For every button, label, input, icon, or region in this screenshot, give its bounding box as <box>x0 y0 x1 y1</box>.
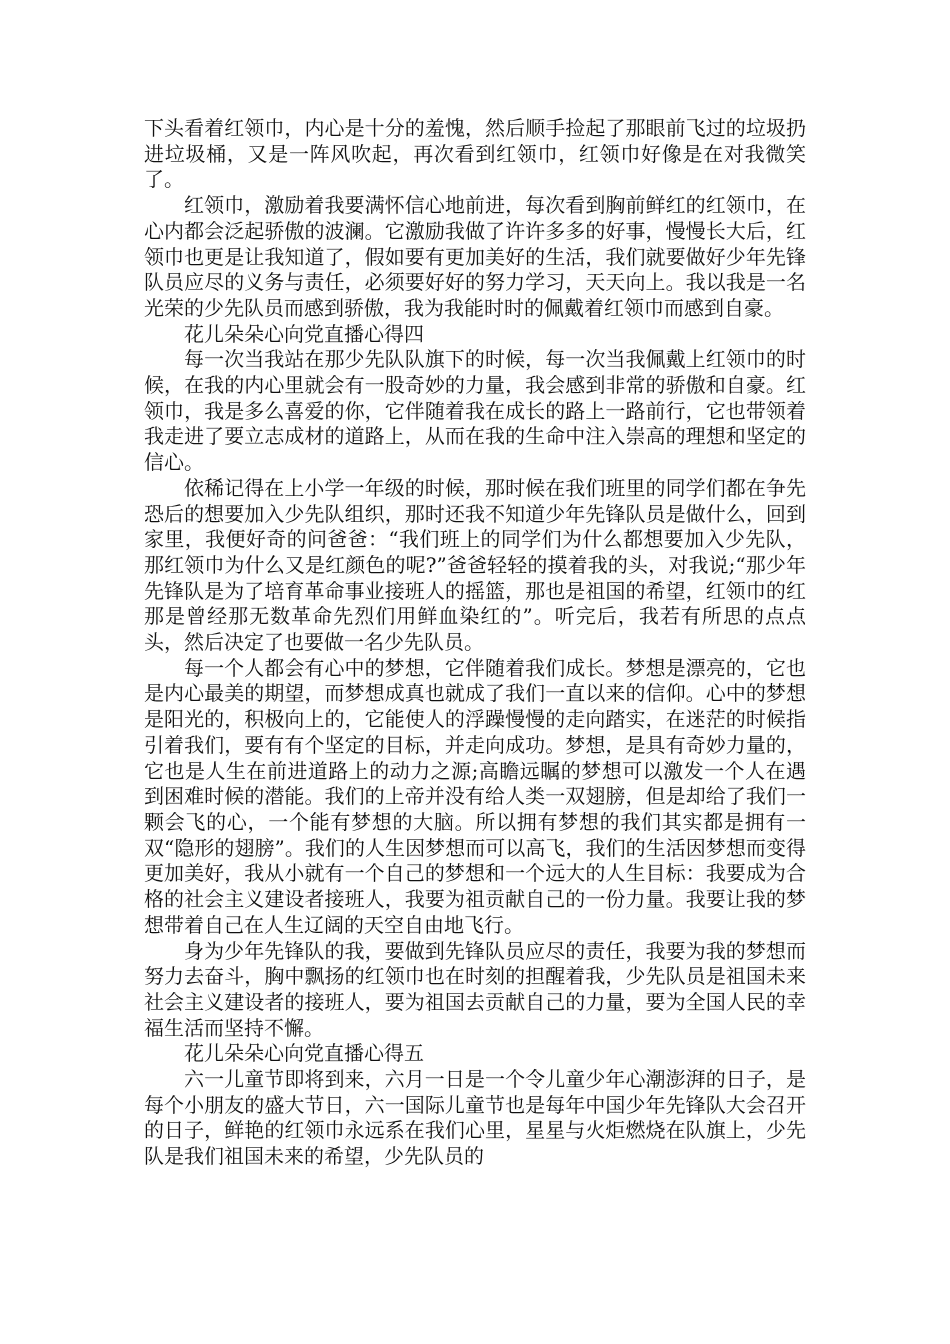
paragraph-childrens-day: 六一儿童节即将到来，六月一日是一个令儿童少年心潮澎湃的日子，是每个小朋友的盛大节日，六一国际儿童节也是每年中国少年先锋队大会召开的日子，鲜艳的红领巾永远系在我们心里，星星与火炬燃烧在队旗上，少先队是我们祖国未来的希望，少先队员的 <box>144 1067 806 1169</box>
section-heading-5: 花儿朵朵心向党直播心得五 <box>184 1041 424 1066</box>
paragraph-flag: 每一次当我站在那少先队队旗下的时候，每一次当我佩戴上红领巾的时候，在我的内心里就会有一股奇妙的力量，我会感到非常的骄傲和自豪。红领巾，我是多么喜爱的你，它伴随着我在成长的路上一路前行，它也带领着我走进了要立志成材的道路上，从而在我的生命中注入崇高的理想和坚定的信心。 <box>144 347 806 475</box>
paragraph-red-scarf: 红领巾，激励着我要满怀信心地前进，每次看到胸前鲜红的红领巾，在心内都会泛起骄傲的波澜。它激励我做了许许多多的好事，慢慢长大后，红领巾也更是让我知道了，假如要有更加美好的生活，我们就要做好少年先锋队员应尽的义务与责任，必须要好好的努力学习，天天向上。我以我是一名光荣的少先队员而感到骄傲，我为我能时时的佩戴着红领巾而感到自豪。 <box>144 193 806 320</box>
document-page <box>144 116 806 1170</box>
paragraph-continuation: 下头看着红领巾，内心是十分的羞愧，然后顺手捡起了那眼前飞过的垃圾扔进垃圾桶，又是一阵风吹起，再次看到红领巾，红领巾好像是在对我微笑了。 <box>144 116 806 192</box>
paragraph-duty: 身为少年先锋队的我，要做到先锋队员应尽的责任，我要为我的梦想而努力去奋斗，胸中飘扬的红领巾也在时刻的担醒着我，少先队员是祖国未来社会主义建设者的接班人，要为祖国去贡献自己的力量，要为全国人民的幸福生活而坚持不懈。 <box>144 938 806 1040</box>
paragraph-dream: 每一个人都会有心中的梦想，它伴随着我们成长。梦想是漂亮的，它也是内心最美的期望，而梦想成真也就成了我们一直以来的信仰。心中的梦想是阳光的，积极向上的，它能使人的浮躁慢慢的走向踏实，在迷茫的时候指引着我们，要有有个坚定的目标，并走向成功。梦想，是具有奇妙力量的，它也是人生在前进道路上的动力之源;高瞻远瞩的梦想可以激发一个人在遇到困难时候的潜能。我们的上帝并没有给人类一双翅膀，但是却给了我们一颗会飞的心，一个能有梦想的大脑。所以拥有梦想的我们其实都是拥有一双“隐形的翅膀”。我们的人生因梦想而可以高飞，我们的生活因梦想而变得更加美好，我从小就有一个自己的梦想和一个远大的人生目标：我要成为合格的社会主义建设者接班人，我要为祖贡献自己的一份力量。我要让我的梦想带着自己在人生辽阔的天空自由地飞行。 <box>144 655 806 937</box>
section-heading-4: 花儿朵朵心向党直播心得四 <box>184 321 424 346</box>
paragraph-first-grade: 依稀记得在上小学一年级的时候，那时候在我们班里的同学们都在争先恐后的想要加入少先队组织，那时还我不知道少年先锋队员是做什么，回到家里，我便好奇的问爸爸：“我们班上的同学们为什么都想要加入少先队，那红领巾为什么又是红颜色的呢?”爸爸轻轻的摸着我的头，对我说;“那少年先锋队是为了培育革命事业接班人的摇篮，那也是祖国的希望，红领巾的红那是曾经那无数革命先烈们用鲜血染红的”。听完后，我若有所思的点点头，然后决定了也要做一名少先队员。 <box>144 475 806 655</box>
